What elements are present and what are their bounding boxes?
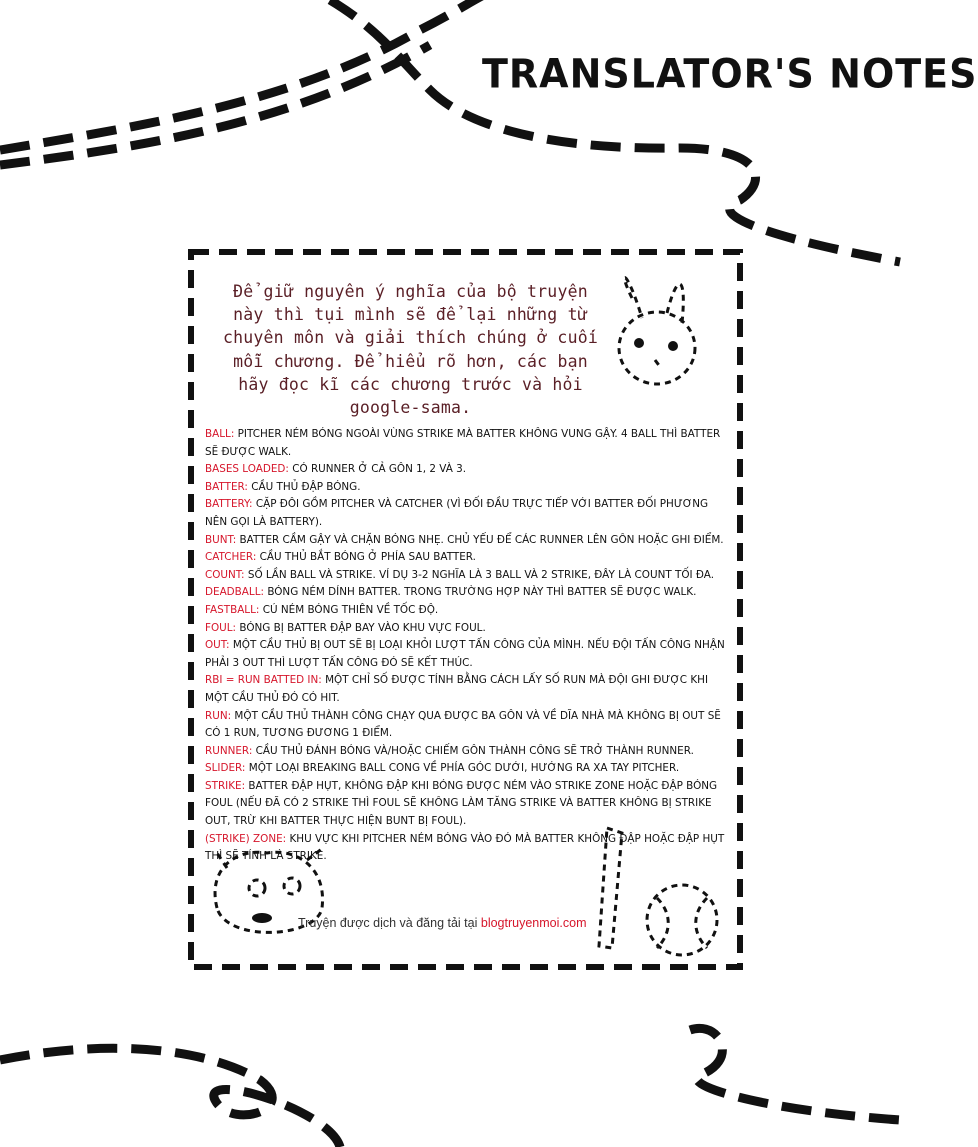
glossary-term: FASTBALL: [205, 603, 260, 616]
glossary-definition: CÚ NÉM BÓNG THIÊN VỀ TỐC ĐỘ. [262, 603, 439, 616]
intro-paragraph: Để giữ nguyên ý nghĩa của bộ truyện này thì tụi mình sẽ để lại những từ chuyên môn và giải thích chúng ở cuối mỗi chương. Để hiểu rõ hơn, các bạn hãy đọc kĩ các chương trước và hỏi google-sama. [223, 282, 598, 418]
credit-line [298, 916, 638, 930]
glossary-term: (STRIKE) ZONE: [205, 832, 287, 845]
glossary-definition: KHU VỰC KHI PITCHER NÉM BÓNG VÀO ĐÓ MÀ BATTER KHÔNG ĐẬP HOẶC ĐẬP HỤT THÌ SẼ TÍNH LÀ STRIKE. [205, 832, 725, 863]
glossary-term: FOUL: [205, 621, 237, 634]
glossary-entry [205, 479, 730, 497]
glossary-entry [205, 532, 730, 550]
credit-site-link[interactable]: blogtruyenmoi.com [480, 916, 587, 930]
glossary-definition: MỘT CHỈ SỐ ĐƯỢC TÍNH BẰNG CÁCH LẤY SỐ RUN MÀ ĐỘI GHI ĐƯỢC KHI MỘT CẦU THỦ ĐÓ CÓ HIT. [205, 674, 709, 704]
glossary-definition: MỘT LOẠI BREAKING BALL CONG VỀ PHÍA GÓC DƯỚI, HƯỚNG RA XA TAY PITCHER. [248, 762, 680, 775]
glossary-term: BATTER: [205, 480, 248, 493]
baseball-doodle-icon [647, 885, 717, 955]
glossary-entry [205, 549, 730, 567]
glossary-definition: BÓNG NÉM DÍNH BATTER. TRONG TRƯỜNG HỢP NÀY THÌ BATTER SẼ ĐƯỢC WALK. [267, 586, 697, 599]
glossary-definition: CẦU THỦ ĐÁNH BÓNG VÀ/HOẶC CHIẾM GÔN THÀNH CÔNG SẼ TRỞ THÀNH RUNNER. [255, 744, 694, 757]
glossary-entry [205, 672, 730, 707]
glossary-entry [205, 426, 730, 461]
glossary-definition: MỘT CẦU THỦ BỊ OUT SẼ BỊ LOẠI KHỎI LƯỢT TẤN CÔNG CỦA MÌNH. NẾU ĐỘI TẤN CÔNG NHẬN PHẢI 3 OUT THÌ LƯỢT TẤN CÔNG ĐÓ SẼ KẾT THÚC. [205, 639, 725, 669]
glossary-definition: CÓ RUNNER Ở CẢ GÔN 1, 2 VÀ 3. [292, 463, 467, 476]
glossary-term: RUN: [205, 709, 232, 722]
rabbit-doodle-icon [619, 278, 695, 384]
glossary-entry [205, 831, 730, 866]
glossary-term: CATCHER: [205, 551, 257, 564]
glossary-entry [205, 584, 730, 602]
glossary-entry [205, 778, 730, 831]
glossary-definition: MỘT CẦU THỦ THÀNH CÔNG CHẠY QUA ĐƯỢC BA GÔN VÀ VỀ DĨA NHÀ MÀ KHÔNG BỊ OUT SẼ CÓ 1 RUN, TƯƠNG ĐƯƠNG 1 ĐIỂM. [205, 709, 721, 740]
glossary-term: STRIKE: [205, 779, 246, 792]
glossary-entry [205, 620, 730, 638]
glossary-definition: BATTER ĐẬP HỤT, KHÔNG ĐẬP KHI BÓNG ĐƯỢC NÉM VÀO STRIKE ZONE HOẶC ĐẬP BÓNG FOUL (NẾU ĐÃ CÓ 2 STRIKE THÌ FOUL SẼ KHÔNG LÀM TĂNG STRIKE VÀ BATTER KHÔNG BỊ STRIKE OUT, TRỪ KHI BATTER THỰC HIỆN BUNT BỊ FOUL). [205, 779, 718, 828]
glossary-definition: BATTER CẦM GẬY VÀ CHẶN BÓNG NHẸ. CHỦ YẾU ĐỂ CÁC RUNNER LÊN GÔN HOẶC GHI ĐIỂM. [239, 533, 724, 546]
glossary-definition: BÓNG BỊ BATTER ĐẬP BAY VÀO KHU VỰC FOUL. [239, 621, 486, 634]
glossary-term: RBI = RUN BATTED IN: [205, 674, 322, 687]
glossary-definition: CẦU THỦ ĐẬP BÓNG. [251, 480, 361, 493]
glossary-term: BALL: [205, 428, 235, 440]
glossary-entry [205, 760, 730, 778]
glossary-entry [205, 637, 730, 672]
glossary-entry [205, 708, 730, 743]
glossary-definition: SỐ LẦN BALL VÀ STRIKE. VÍ DỤ 3-2 NGHĨA LÀ 3 BALL VÀ 2 STRIKE, ĐÂY LÀ COUNT TỐI ĐA. [247, 568, 715, 581]
glossary-term: BASES LOADED: [205, 463, 289, 476]
glossary-term: RUNNER: [205, 744, 253, 757]
glossary-term: SLIDER: [205, 762, 246, 775]
glossary-entry [205, 461, 730, 479]
glossary-definition: CẦU THỦ BẮT BÓNG Ở PHÍA SAU BATTER. [259, 551, 476, 564]
glossary-entry [205, 567, 730, 585]
glossary-list [205, 426, 730, 866]
notes-panel [187, 248, 744, 971]
glossary-definition: CẶP ĐÔI GỒM PITCHER VÀ CATCHER (VÌ ĐỐI ĐẦU TRỰC TIẾP VỚI BATTER ĐỐI PHƯƠNG NÊN GỌI LÀ BATTERY). [205, 498, 709, 528]
glossary-term: COUNT: [205, 568, 245, 581]
glossary-entry [205, 743, 730, 761]
page-title: TRANSLATOR'S NOTES [482, 50, 978, 97]
glossary-term: BUNT: [205, 533, 237, 546]
glossary-term: DEADBALL: [205, 586, 264, 599]
glossary-definition: PITCHER NÉM BÓNG NGOÀI VÙNG STRIKE MÀ BATTER KHÔNG VUNG GẬY. 4 BALL THÌ BATTER SẼ ĐƯỢC WALK. [205, 428, 721, 458]
glossary-term: BATTERY: [205, 498, 253, 511]
glossary-term: OUT: [205, 639, 230, 652]
glossary-entry [205, 602, 730, 620]
credit-text: Truyện được dịch và đăng tải tại [298, 916, 481, 930]
glossary-entry [205, 496, 730, 531]
